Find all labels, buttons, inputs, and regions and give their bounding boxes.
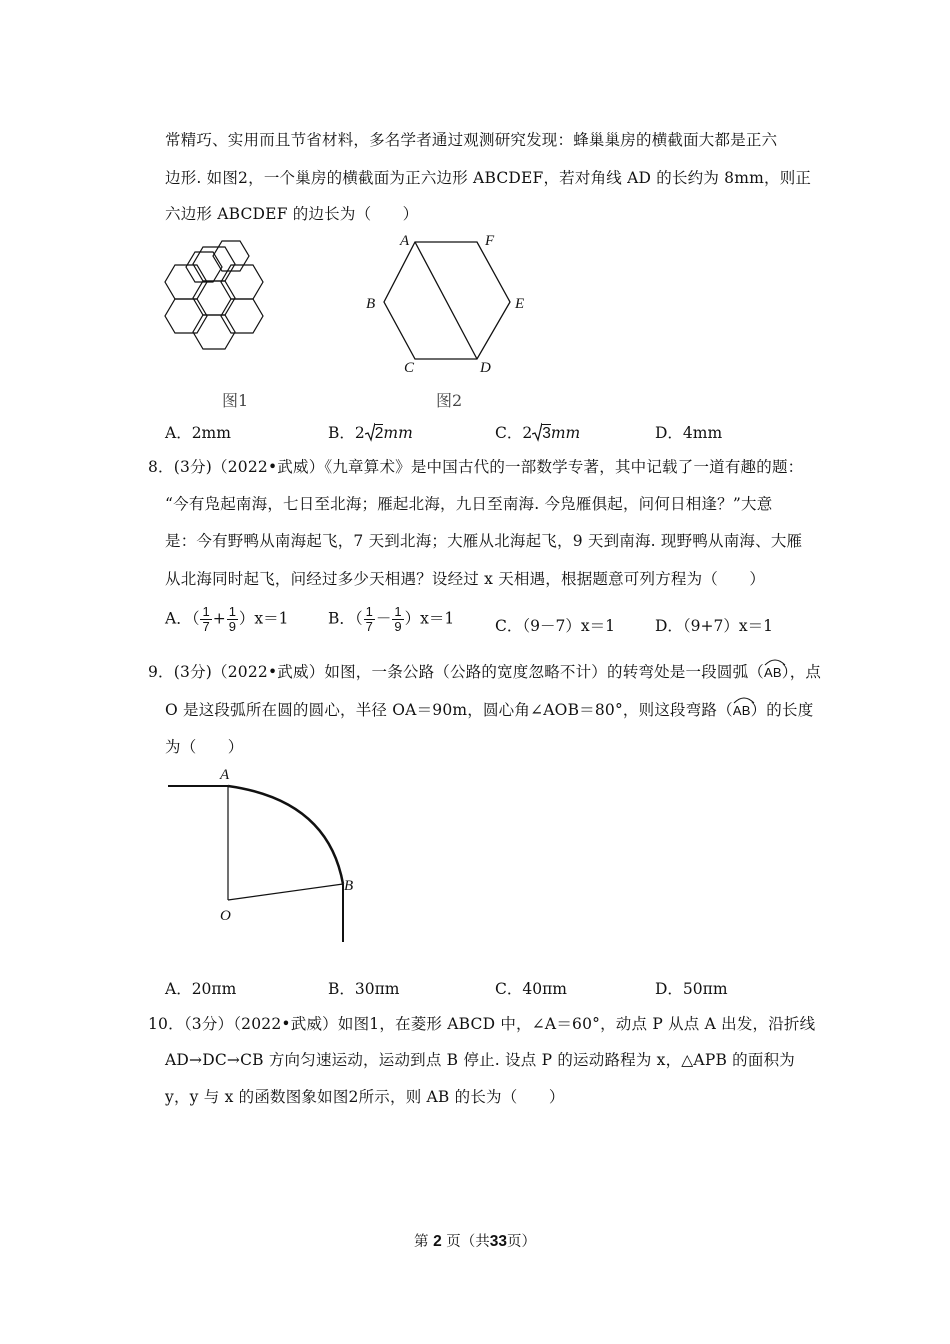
- q8-option-b-suffix: ）x＝1: [404, 609, 455, 628]
- q9-option-d: D．50πm: [655, 980, 728, 998]
- q9-line2-end: ）的长度: [750, 701, 814, 719]
- operator: +: [212, 609, 226, 628]
- fraction-denominator: 7: [365, 619, 373, 634]
- q8-text-line-3: 是：今有野鸭从南海起飞，7 天到北海；大雁从北海起飞，9 天到南海. 现野鸭从南海、大雁: [165, 532, 803, 550]
- q10-text-line-1: 10．（3分）（2022•武威）如图1，在菱形 ABCD 中，∠A＝60°，动点 P 从点 A 出发，沿折线: [148, 1015, 816, 1033]
- q8-option-b: [328, 605, 454, 634]
- fig1-caption: 图1: [222, 391, 249, 410]
- q8-text-line-2: “今有凫起南海，七日至北海；雁起北海，九日至南海. 今凫雁俱起，问何日相逢？”大意: [165, 495, 773, 513]
- q7-option-d: D．4mm: [655, 424, 723, 442]
- arc-label: AB: [732, 703, 751, 718]
- q7-option-b-prefix: B．2: [328, 424, 365, 442]
- q10-text-line-3: y，y 与 x 的函数图象如图2所示，则 AB 的长为（ ）: [165, 1088, 565, 1106]
- q7-option-c-prefix: C．2: [495, 424, 533, 442]
- arc-ab-symbol: [733, 699, 751, 718]
- operator: －: [375, 609, 392, 628]
- vertex-a: A: [400, 233, 410, 249]
- q10-text-line-2: AD→DC→CB 方向匀速运动，运动到点 B 停止. 设点 P 的运动路程为 x，△APB 的面积为: [165, 1051, 795, 1069]
- q8-text-line-4: 从北海同时起飞，问经过多少天相遇？设经过 x 天相遇，根据题意可列方程为（ ）: [165, 570, 766, 588]
- q9-text-line-3: 为（ ）: [165, 738, 244, 756]
- point-a-label: A: [220, 767, 230, 783]
- road-arc-figure: [160, 760, 370, 950]
- q9-option-a: A．20πm: [165, 980, 237, 998]
- fig2-caption: 图2: [436, 391, 463, 410]
- honeycomb-cells: [163, 245, 283, 365]
- q7-option-b-radicand: 2: [374, 425, 384, 442]
- q8-option-b-prefix: B．（: [328, 609, 363, 628]
- footer-prefix: 第: [413, 1234, 429, 1250]
- radius-ob: [228, 884, 343, 900]
- road-arc: [228, 786, 343, 884]
- q7-option-b: [328, 421, 413, 443]
- q9-text-line-1: [148, 660, 821, 682]
- q7-text-line-1: 常精巧、实用而且节省材料，多名学者通过观测研究发现：蜂巢巢房的横截面大都是正六: [165, 131, 778, 149]
- fraction-denominator: 7: [202, 619, 210, 634]
- q7-option-c-radicand: 3: [542, 425, 551, 442]
- q7-option-b-unit: mm: [383, 424, 413, 442]
- hexagon-outline: [384, 242, 510, 359]
- page-footer: [0, 1230, 950, 1251]
- q8-option-c: C．（9－7）x＝1: [495, 617, 615, 635]
- fraction: [392, 605, 403, 634]
- hexagon-abcdef-figure: [360, 228, 540, 378]
- vertex-b: B: [366, 296, 376, 312]
- sqrt-sign: [532, 422, 542, 442]
- q9-line2-text: O 是这段弧所在圆的圆心，半径 OA＝90m，圆心角∠AOB＝80°，则这段弯路（: [165, 701, 733, 719]
- footer-middle: 页（共: [446, 1234, 490, 1250]
- q8-option-a-prefix: A．（: [165, 609, 200, 628]
- q7-option-c: [495, 421, 580, 443]
- vertex-d: D: [480, 360, 491, 376]
- fraction: [200, 605, 211, 634]
- fraction-numerator: 1: [394, 604, 402, 619]
- diagonal-ad: [415, 242, 477, 359]
- page-number: 2: [433, 1233, 442, 1250]
- fraction-numerator: 1: [228, 604, 236, 619]
- fraction: [364, 605, 375, 634]
- vertex-e: E: [515, 296, 525, 312]
- sqrt-sign: [365, 422, 375, 442]
- vertex-c: C: [404, 360, 415, 376]
- q8-option-a-suffix: ）x＝1: [238, 609, 289, 628]
- q9-text-line-2: [165, 698, 813, 720]
- point-b-label: B: [344, 878, 354, 894]
- total-pages: 33: [489, 1233, 508, 1250]
- q7-option-a: A．2mm: [165, 424, 231, 442]
- footer-suffix: 页）: [507, 1234, 537, 1250]
- fraction-denominator: 9: [228, 619, 236, 634]
- q7-text-line-2: 边形. 如图2，一个巢房的横截面为正六边形 ABCDEF，若对角线 AD 的长约为 8mm，则正: [165, 169, 812, 187]
- arc-label: AB: [764, 665, 782, 680]
- fraction-numerator: 1: [202, 604, 210, 619]
- q9-line1-text: 9．(3分)（2022•武威）如图，一条公路（公路的宽度忽略不计）的转弯处是一段圆弧（: [148, 663, 765, 681]
- fraction-denominator: 9: [394, 619, 402, 634]
- q9-option-b: B．30πm: [328, 980, 400, 998]
- q7-option-c-unit: mm: [550, 424, 581, 442]
- q8-text-line-1: 8．(3分)（2022•武威）《九章算术》是中国古代的一部数学专著，其中记载了一道有趣的题：: [148, 458, 804, 476]
- arc-ab-symbol: [764, 661, 782, 680]
- q8-option-a: [165, 605, 289, 634]
- q8-option-d: D．（9+7）x＝1: [655, 617, 773, 635]
- vertex-f: F: [485, 233, 495, 249]
- q9-option-c: C．40πm: [495, 980, 567, 998]
- q7-text-line-3: 六边形 ABCDEF 的边长为（ ）: [165, 205, 419, 223]
- point-o-label: O: [220, 908, 231, 924]
- q9-line1-end: ），点: [781, 663, 822, 681]
- fraction: [227, 605, 238, 634]
- fraction-numerator: 1: [365, 604, 373, 619]
